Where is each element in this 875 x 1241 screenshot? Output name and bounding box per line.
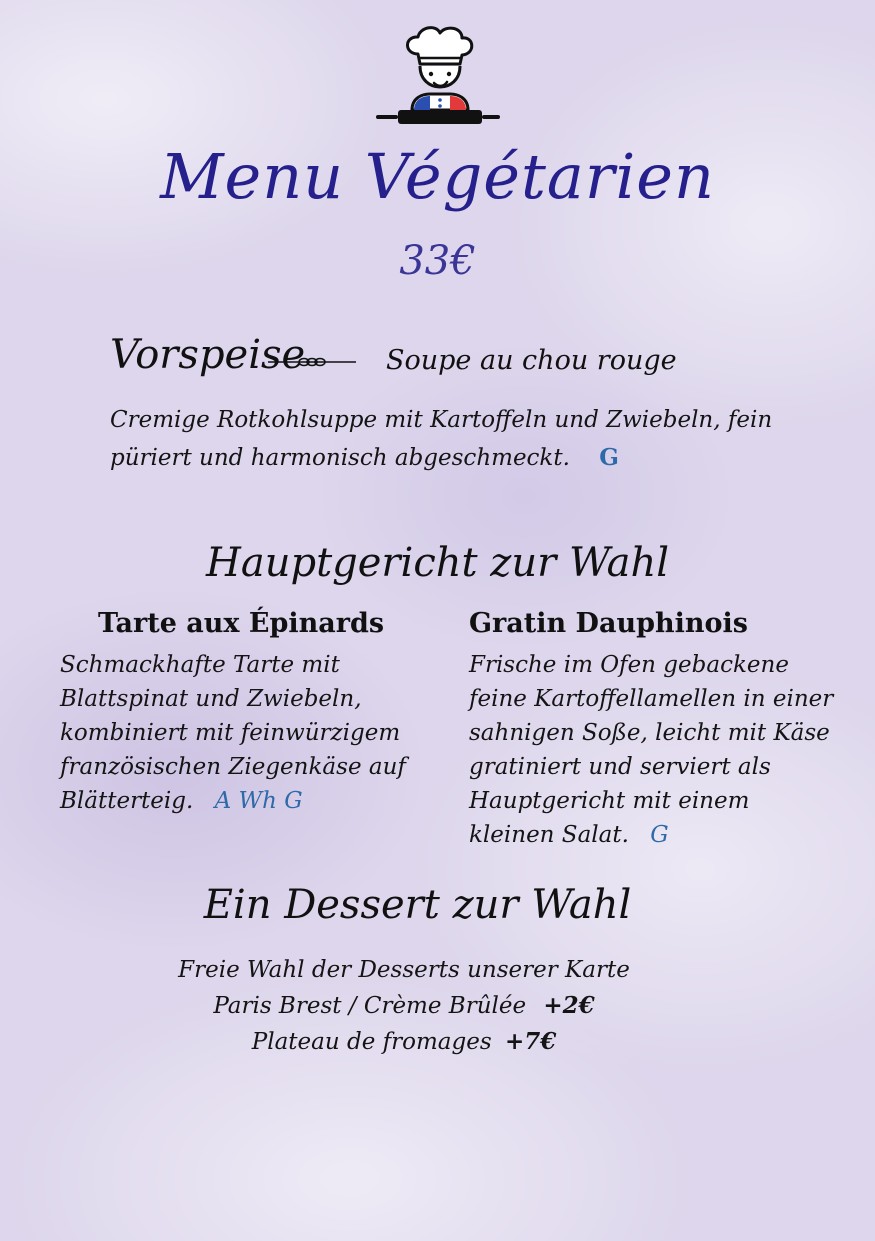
dessert-heading: Ein Dessert zur Wahl (203, 882, 632, 928)
starter-heading: Vorspeise (110, 332, 306, 378)
menu-title: Menu Végétarien (160, 140, 715, 213)
dessert-list (0, 952, 808, 1060)
starter-description-text: Cremige Rotkohlsuppe mit Kartoffeln und Zwiebeln, fein püriert und harmonisch abgeschmeckt. (110, 407, 773, 471)
main-option-2-allergens: G (650, 822, 669, 848)
dessert-line (0, 988, 808, 1024)
dessert-line-text: Freie Wahl der Desserts unserer Karte (178, 957, 630, 983)
starter-allergens: G (599, 444, 619, 471)
main-option-1-allergens: A Wh G (214, 788, 303, 814)
dessert-line-surcharge: +2€ (543, 992, 595, 1019)
main-option-2-name: Gratin Dauphinois (469, 608, 748, 639)
chef-icon (374, 24, 502, 128)
ornament-icon (268, 355, 356, 369)
main-option-1-description-text: Schmackhafte Tarte mit Blattspinat und Zwiebeln, kombiniert mit feinwürzigem französischen Ziegenkäse auf Blätterteig. (60, 652, 406, 814)
main-option-2-description (469, 648, 839, 852)
dessert-line (0, 1024, 808, 1060)
dessert-line (0, 952, 808, 988)
main-option-2-description-text: Frische im Ofen gebackene feine Kartoffellamellen in einer sahnigen Soße, leicht mit Käse gratiniert und serviert als Hauptgericht mit einem kleinen Salat. (469, 652, 834, 848)
dessert-line-text: Plateau de fromages (251, 1029, 492, 1055)
main-option-2 (469, 608, 839, 852)
main-heading: Hauptgericht zur Wahl (205, 540, 670, 586)
menu-price: 33€ (399, 238, 476, 284)
main-option-1-description (60, 648, 420, 818)
starter-dish: Soupe au chou rouge (386, 345, 677, 376)
main-option-1-name: Tarte aux Épinards (98, 608, 385, 639)
dessert-line-text: Paris Brest / Crème Brûlée (213, 993, 527, 1019)
main-option-1 (60, 608, 420, 818)
starter-description (110, 402, 790, 477)
dessert-line-surcharge: +7€ (504, 1028, 557, 1055)
